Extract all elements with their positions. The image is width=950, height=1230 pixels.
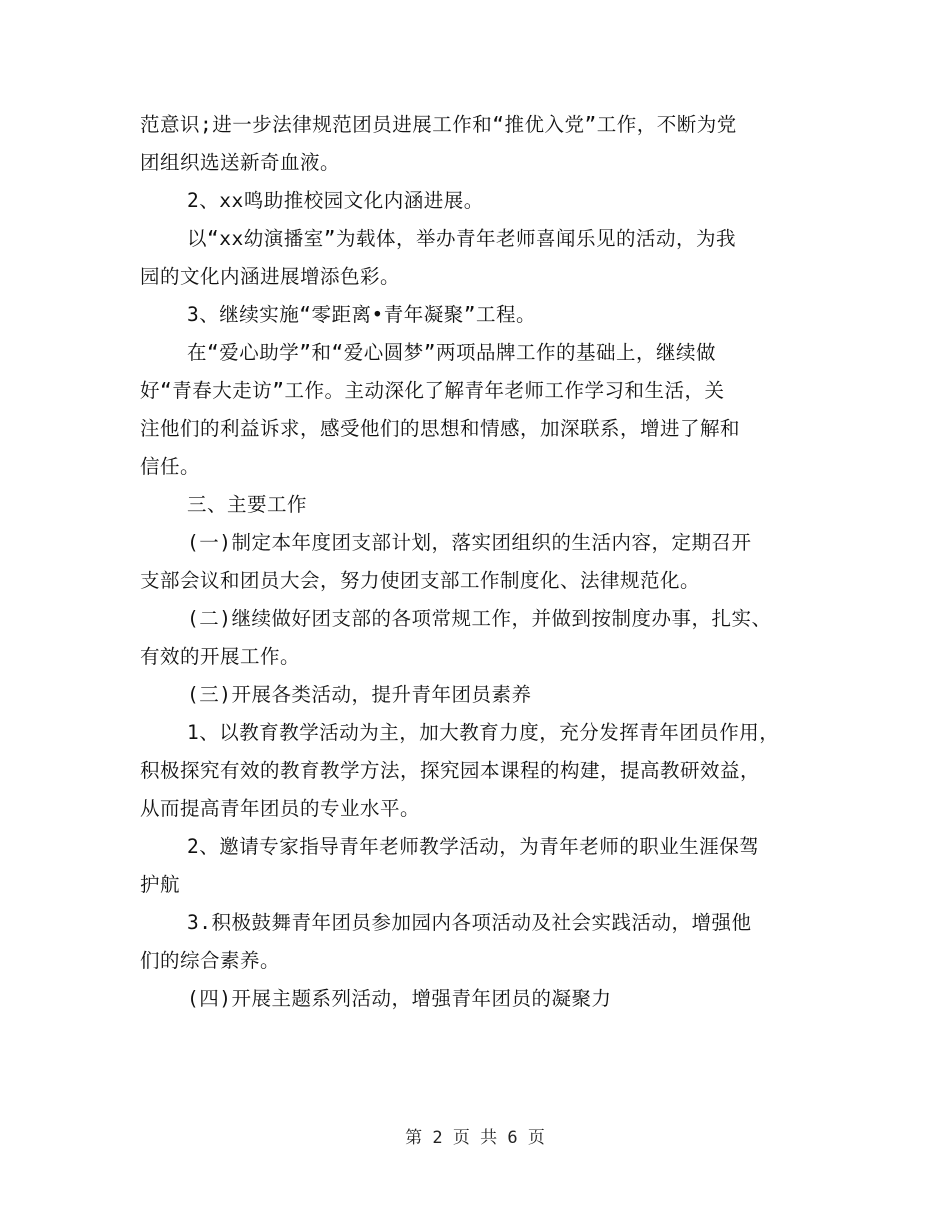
text-line: 以“xx幼演播室”为载体，举办青年老师喜闻乐见的活动，为我: [187, 227, 736, 250]
text-line: 从而提高青年团员的专业水平。: [140, 797, 421, 820]
text-line: 注他们的利益诉求，感受他们的思想和情感，加深联系，增进了解和: [140, 417, 741, 440]
text-line: 三、主要工作: [187, 493, 308, 516]
text-line: (四)开展主题系列活动，增强青年团员的凝聚力: [187, 987, 612, 1010]
text-line: 在“爱心助学”和“爱心圆梦”两项品牌工作的基础上，继续做: [187, 341, 716, 364]
text-line: 支部会议和团员大会，努力使团支部工作制度化、法律规范化。: [140, 569, 701, 592]
text-line: 们的综合素养。: [140, 949, 281, 972]
text-line: 2、xx鸣助推校园文化内涵进展。: [187, 189, 484, 212]
text-line: 好“青春大走访”工作。主动深化了解青年老师工作学习和生活，关: [140, 379, 725, 402]
text-line: 1、以教育教学活动为主，加大教育力度，充分发挥青年团员作用，: [187, 721, 780, 744]
text-line: 3、继续实施“零距离•青年凝聚”工程。: [187, 303, 536, 326]
text-line: 2、邀请专家指导青年老师教学活动，为青年老师的职业生涯保驾: [187, 835, 760, 858]
document-body: [140, 106, 820, 1018]
text-line: 团组织选送新奇血液。: [140, 151, 341, 174]
text-line: 园的文化内涵进展增添色彩。: [140, 265, 401, 288]
text-line: 信任。: [140, 455, 201, 478]
text-line: 范意识;进一步法律规范团员进展工作和“推优入党”工作，不断为党: [140, 113, 737, 136]
text-line: (三)开展各类活动，提升青年团员素养: [187, 683, 532, 706]
text-line: 3.积极鼓舞青年团员参加园内各项活动及社会实践活动，增强他: [187, 911, 752, 934]
page-footer: 第 2 页 共 6 页: [405, 1128, 545, 1148]
text-line: 有效的开展工作。: [140, 645, 301, 668]
text-line: (二)继续做好团支部的各项常规工作，并做到按制度办事，扎实、: [187, 607, 772, 630]
text-line: 护航: [140, 873, 181, 896]
text-line: (一)制定本年度团支部计划，落实团组织的生活内容，定期召开: [187, 531, 752, 554]
text-line: 积极探究有效的教育教学方法，探究园本课程的构建，提高教研效益，: [140, 759, 761, 782]
